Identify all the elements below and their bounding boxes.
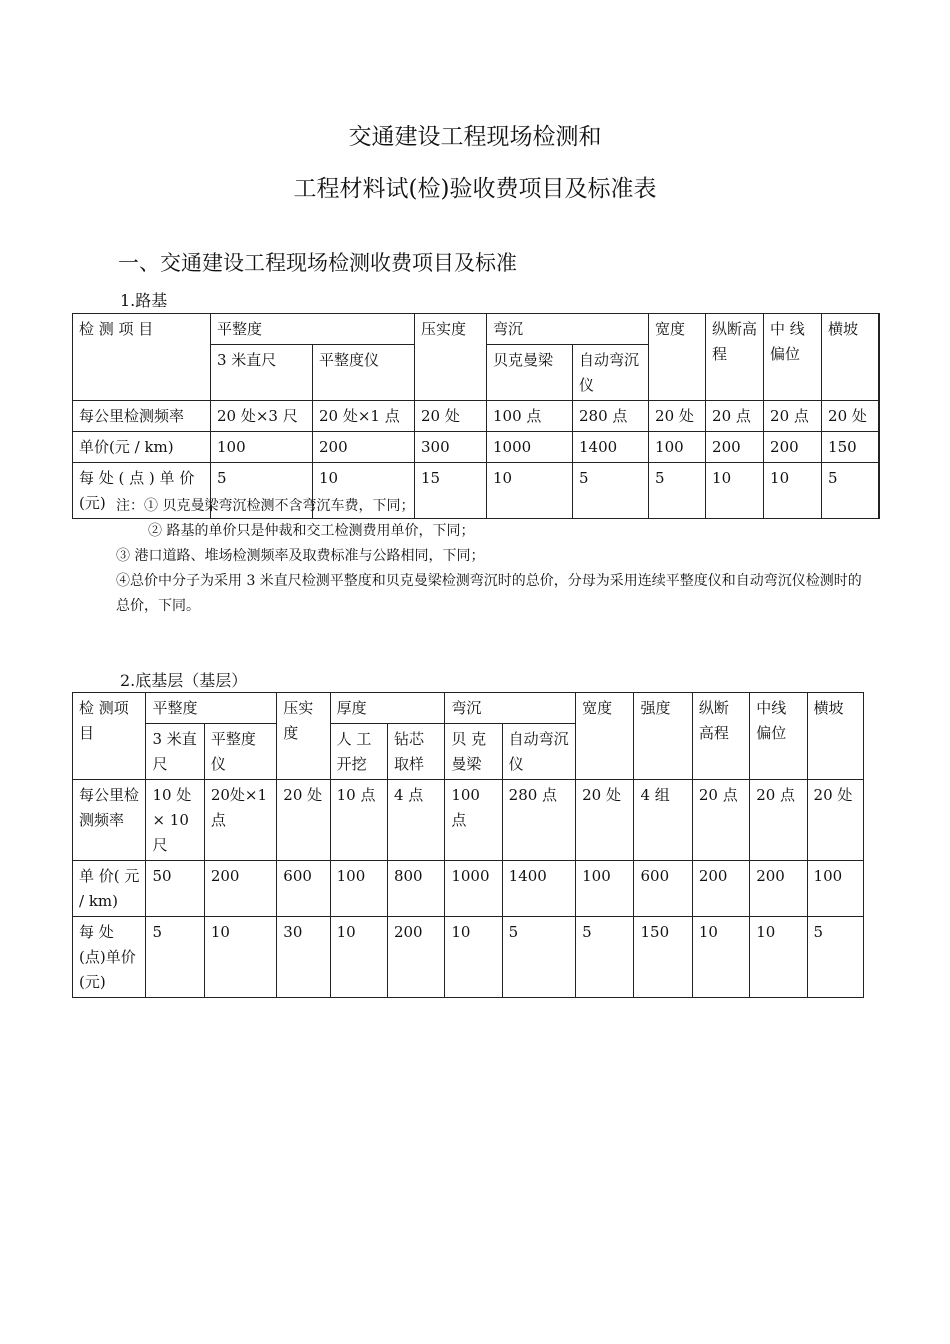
table-cell: 300 [415,432,487,463]
header-elevation: 纵断高程 [692,693,749,780]
header-auto-deflectometer: 自动弯沉仪 [502,724,575,780]
note-3: ③ 港口道路、堆场检测频率及取费标准与公路相同，下同； [116,548,485,564]
table-cell: 20 处 [822,401,879,432]
table-row [73,861,864,917]
table-cell: 10 [764,463,822,519]
table-cell: 200 [313,432,415,463]
table-cell: 1400 [573,432,649,463]
table-cell: 10 [313,463,415,519]
table-row [73,917,864,998]
header-profiler: 平整度仪 [313,345,415,401]
table-cell: 20 点 [750,780,807,861]
document-title-line1: 交通建设工程现场检测和 [348,124,602,150]
header-cross-slope: 横坡 [807,693,863,780]
table-cell: 5 [211,463,313,519]
table-cell: 10 点 [330,780,387,861]
header-manual-excavation: 人 工开挖 [330,724,387,780]
note-4: ④总价中分子为采用 3 米直尺检测平整度和贝克曼梁检测弯沉时的总价，分母为采用连续平整度仪和自动弯沉仪检测时的总价，下同。 [116,573,862,614]
header-auto-deflectometer: 自动弯沉仪 [573,345,649,401]
header-elevation: 纵断高程 [706,314,764,401]
table-cell: 20 点 [692,780,749,861]
table-cell: 4 点 [387,780,444,861]
row-label: 每公里检测频率 [73,401,211,432]
table-cell: 5 [649,463,706,519]
table-cell: 200 [692,861,749,917]
table-cell: 200 [750,861,807,917]
table-row [73,401,879,432]
table-cell: 1000 [445,861,502,917]
table-cell: 100 [807,861,863,917]
header-benkelman-beam: 贝克曼梁 [487,345,573,401]
header-width: 宽度 [649,314,706,401]
note-1: 注：① 贝克曼梁弯沉检测不含弯沉车费，下同； [116,498,415,514]
table-cell: 280 点 [502,780,575,861]
table-cell: 5 [573,463,649,519]
table-cell: 150 [822,432,879,463]
table-cell: 100 点 [487,401,573,432]
table-cell: 100 [211,432,313,463]
table-cell: 200 [204,861,276,917]
header-centerline: 中 线偏位 [764,314,822,401]
row-label: 单价(元 / km) [73,432,211,463]
table-cell: 5 [576,917,634,998]
table-cell: 20处×1 点 [204,780,276,861]
table-cell: 100 [649,432,706,463]
document-title-line2: 工程材料试(检)验收费项目及标准表 [293,176,657,202]
table-cell: 1000 [487,432,573,463]
table-cell: 20 处 [415,401,487,432]
table-row [73,432,879,463]
header-deflection: 弯沉 [487,314,649,345]
row-label: 每公里检测频率 [73,780,146,861]
table-cell: 10 处× 10 尺 [146,780,204,861]
table-cell: 200 [706,432,764,463]
header-flatness: 平整度 [146,693,277,724]
table-cell: 20 点 [706,401,764,432]
table-cell: 10 [330,917,387,998]
row-label: 单 价( 元 / km) [73,861,146,917]
header-compaction: 压实度 [277,693,330,780]
table-cell: 100 [330,861,387,917]
section-heading: 一、交通建设工程现场检测收费项目及标准 [118,251,517,275]
header-centerline: 中线偏位 [750,693,807,780]
header-profiler: 平整度仪 [204,724,276,780]
table-cell: 1400 [502,861,575,917]
table-cell: 100 点 [445,780,502,861]
table-cell: 20 处 [576,780,634,861]
table-cell: 10 [750,917,807,998]
table-cell: 600 [634,861,692,917]
table-cell: 10 [487,463,573,519]
table-cell: 15 [415,463,487,519]
table-cell: 10 [204,917,276,998]
header-width: 宽度 [576,693,634,780]
table-cell: 20 处×3 尺 [211,401,313,432]
note-2: ② 路基的单价只是仲裁和交工检测费用单价，下同； [148,523,475,539]
table-cell: 20 点 [764,401,822,432]
table-cell: 4 组 [634,780,692,861]
table-cell: 20 处×1 点 [313,401,415,432]
table-cell: 20 处 [807,780,863,861]
table-cell: 10 [692,917,749,998]
row-label: 每 处 ( 点 ) 单 价(元) [73,463,211,519]
header-cross-slope: 横坡 [822,314,879,401]
base-label: 2.底基层（基层） [120,671,248,690]
header-flatness: 平整度 [211,314,415,345]
header-compaction: 压实度 [415,314,487,401]
header-deflection: 弯沉 [445,693,576,724]
header-strength: 强度 [634,693,692,780]
table-row [73,780,864,861]
table-cell: 200 [387,917,444,998]
subgrade-table [72,313,880,519]
table-cell: 100 [576,861,634,917]
header-benkelman-beam: 贝 克曼梁 [445,724,502,780]
row-label: 每 处(点)单价(元) [73,917,146,998]
header-3m-ruler: 3 米直尺 [146,724,204,780]
table-cell: 200 [764,432,822,463]
table-cell: 20 处 [649,401,706,432]
table-cell: 5 [146,917,204,998]
table-cell: 150 [634,917,692,998]
notes [116,494,872,619]
table-cell: 10 [445,917,502,998]
table-cell: 50 [146,861,204,917]
header-item: 检 测 项 目 [73,314,211,401]
table-cell: 20 处 [277,780,330,861]
base-table [72,692,864,998]
header-item: 检 测项 目 [73,693,146,780]
header-thickness: 厚度 [330,693,445,724]
table-cell: 5 [807,917,863,998]
table-cell: 5 [822,463,879,519]
table-cell: 280 点 [573,401,649,432]
table-cell: 5 [502,917,575,998]
header-core-sampling: 钻芯取样 [387,724,444,780]
table-cell: 800 [387,861,444,917]
table-cell: 10 [706,463,764,519]
table-cell: 600 [277,861,330,917]
table-cell: 30 [277,917,330,998]
header-3m-ruler: 3 米直尺 [211,345,313,401]
subgrade-label: 1.路基 [120,291,168,310]
